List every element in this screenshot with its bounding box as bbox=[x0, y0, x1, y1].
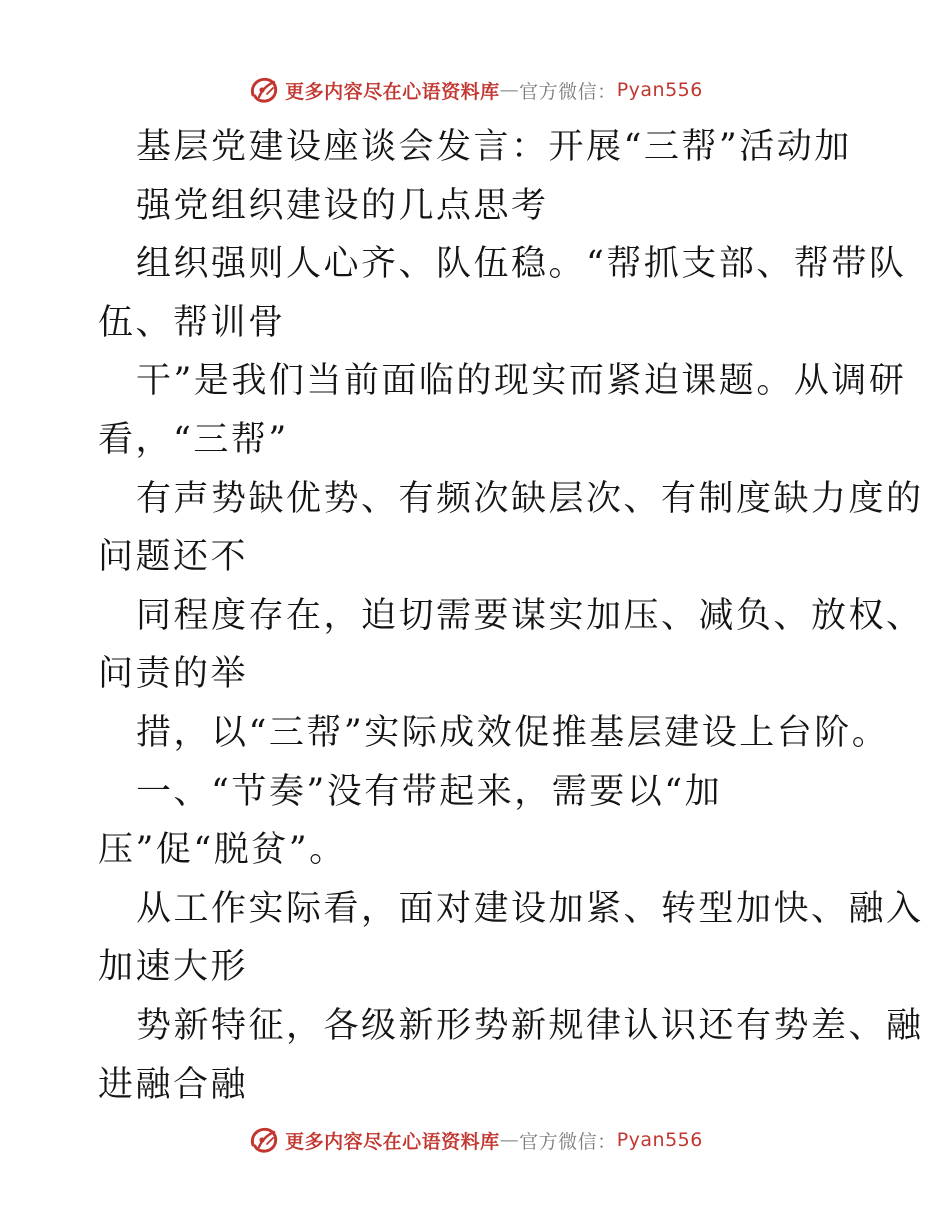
quill-swirl-logo-icon bbox=[247, 73, 281, 107]
watermark-header bbox=[0, 70, 950, 110]
watermark-main-text: 更多内容尽在心语资料库 bbox=[285, 1130, 500, 1153]
watermark-handle: Pyan556 bbox=[616, 1129, 703, 1151]
watermark-secondary-text: 官方微信： bbox=[519, 1130, 617, 1153]
watermark-handle: Pyan556 bbox=[616, 79, 703, 101]
text-line: 问题还不 bbox=[98, 537, 249, 578]
watermark-separator: — bbox=[499, 1129, 520, 1151]
text-line: 组织强则人心齐、队伍稳。“帮抓支部、帮带队 bbox=[136, 244, 907, 285]
text-line: 问责的举 bbox=[98, 654, 249, 695]
watermark-footer bbox=[0, 1120, 950, 1160]
text-line: 强党组织建设的几点思考 bbox=[136, 185, 549, 226]
text-line: 一、“节奏”没有带起来，需要以“加 bbox=[136, 771, 723, 812]
text-line: 基层党建设座谈会发言：开展“三帮”活动加 bbox=[136, 127, 852, 167]
text-line: 伍、帮训骨 bbox=[98, 302, 286, 343]
watermark-main-text: 更多内容尽在心语资料库 bbox=[285, 80, 500, 103]
quill-swirl-logo-icon bbox=[247, 1123, 281, 1157]
text-line: 从工作实际看，面对建设加紧、转型加快、融入 bbox=[136, 888, 924, 929]
text-line: 干”是我们当前面临的现实而紧迫课题。从调研 bbox=[136, 361, 907, 402]
text-line: 势新特征，各级新形势新规律认识还有势差、融 bbox=[136, 1006, 924, 1046]
text-line: 压”促“脱贫”。 bbox=[98, 830, 347, 871]
watermark-separator: — bbox=[499, 79, 520, 101]
text-line: 有声势缺优势、有频次缺层次、有制度缺力度的 bbox=[136, 478, 924, 519]
text-line: 看，“三帮” bbox=[98, 420, 289, 460]
text-line: 加速大形 bbox=[98, 947, 249, 988]
text-line: 进融合融 bbox=[98, 1064, 249, 1105]
text-line: 措，以“三帮”实际成效促推基层建设上台阶。 bbox=[136, 713, 890, 753]
watermark-secondary-text: 官方微信： bbox=[519, 80, 617, 103]
text-line: 同程度存在，迫切需要谋实加压、减负、放权、 bbox=[136, 595, 924, 636]
